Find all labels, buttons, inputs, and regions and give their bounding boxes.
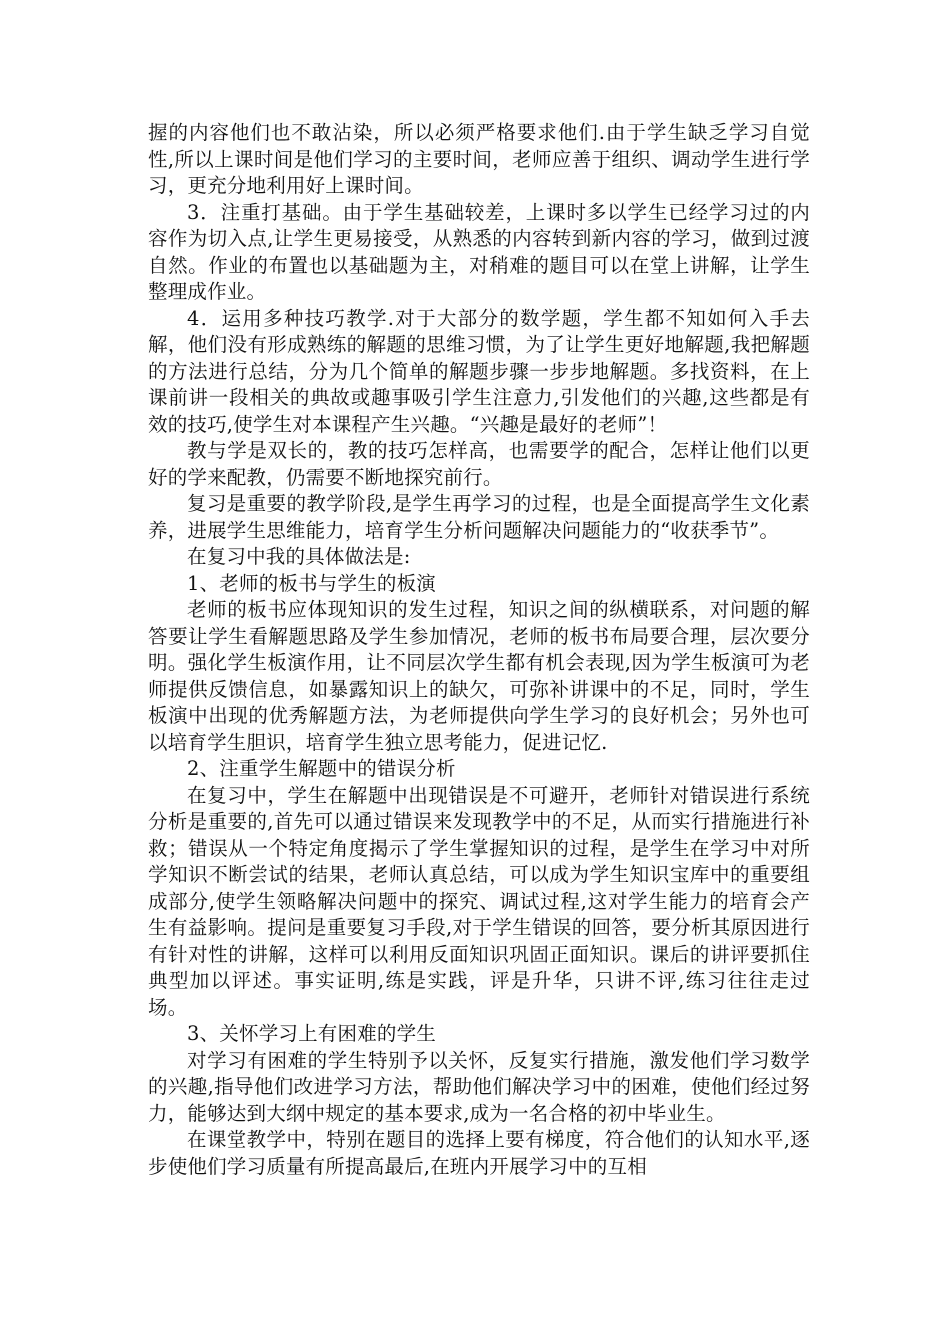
paragraph-teaching-learning: 教与学是双长的，教的技巧怎样高，也需要学的配合，怎样让他们以更好的学来配教，仍需要不断地探究前行。 (148, 439, 810, 489)
section-heading-2: 2、注重学生解题中的错误分析 (187, 757, 456, 780)
paragraph-error-analysis: 在复习中，学生在解题中出现错误是不可避开，老师针对错误进行系统分析是重要的,首先可以通过错误来发现教学中的不足，从而实行措施进行补救；错误从一个特定角度揭示了学生掌握知识的过程，是学生在学习中对所学知识不断尝试的结果，老师认真总结，可以成为学生知识宝库中的重要组成部分,使学生领略解决问题中的探究、调试过程,这对学生能力的培育会产生有益影响。提问是重要复习手段,对于学生错误的回答，要分析其原因进行有针对性的讲解，这样可以利用反面知识巩固正面知识。课后的讲评要抓住典型加以评述。事实证明,练是实践，评是升华，只讲不评,练习往往走过场。 (148, 783, 810, 1019)
paragraph-continuation: 握的内容他们也不敢沾染，所以必须严格要求他们.由于学生缺乏学习自觉性,所以上课时间是他们学习的主要时间，老师应善于组织、调动学生进行学习，更充分地利用好上课时间。 (148, 121, 810, 197)
paragraph-struggling-students: 对学习有困难的学生特别予以关怀，反复实行措施，激发他们学习数学的兴趣,指导他们改进学习方法，帮助他们解决学习中的困难，使他们经过努力，能够达到大纲中规定的基本要求,成为一名合格的初中毕业生。 (148, 1048, 810, 1125)
section-heading-3: 3、关怀学习上有困难的学生 (187, 1022, 437, 1045)
paragraph-blackboard: 老师的板书应体现知识的发生过程，知识之间的纵横联系，对问题的解答要让学生看解题思路及学生参加情况，老师的板书布局要合理，层次要分明。强化学生板演作用，让不同层次学生都有机会表现,因为学生板演可为老师提供反馈信息，如暴露知识上的缺欠，可弥补讲课中的不足，同时，学生板演中出现的优秀解题方法，为老师提供向学生学习的良好机会；另外也可以培育学生胆识，培育学生独立思考能力，促进记忆. (148, 598, 810, 754)
paragraph-review-intro: 复习是重要的教学阶段,是学生再学习的过程，也是全面提高学生文化素养，进展学生思维能力，培育学生分析问题解决问题能力的“收获季节”。 (148, 492, 810, 542)
paragraph-point-4: 4．运用多种技巧教学.对于大部分的数学题，学生都不知如何入手去解，他们没有形成熟练的解题的思维习惯，为了让学生更好地解题,我把解题的方法进行总结，分为几个简单的解题步骤一步步地解题。多找资料，在上课前讲一段相关的典故或趣事吸引学生注意力,引发他们的兴趣,这些都是有效的技巧,使学生对本课程产生兴趣。“兴趣是最好的老师”！ (148, 306, 810, 436)
paragraph-classroom-teaching: 在课堂教学中，特别在题目的选择上要有梯度，符合他们的认知水平,逐步使他们学习质量有所提高最后,在班内开展学习中的互相 (148, 1128, 810, 1178)
paragraph-review-methods: 在复习中我的具体做法是: (187, 545, 411, 568)
paragraph-point-3: 3．注重打基础。由于学生基础较差，上课时多以学生已经学习过的内容作为切入点,让学生更易接受，从熟悉的内容转到新内容的学习，做到过渡自然。作业的布置也以基础题为主，对稍难的题目可以在堂上讲解，让学生整理成作业。 (148, 200, 810, 303)
document-body (148, 120, 810, 1180)
section-heading-1: 1、老师的板书与学生的板演 (187, 571, 437, 595)
